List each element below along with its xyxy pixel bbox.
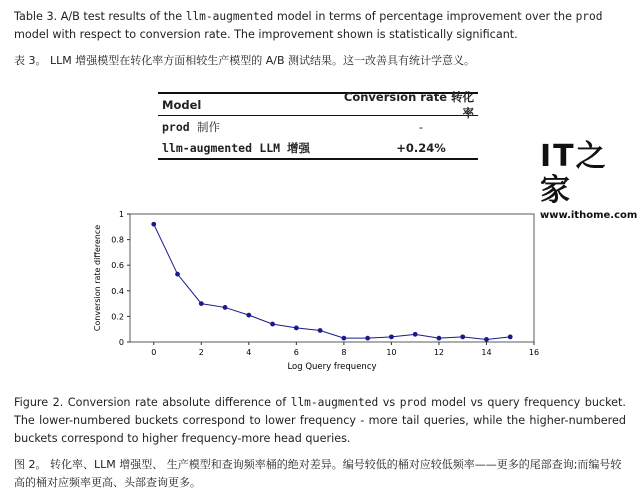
data-point xyxy=(294,326,299,331)
data-point xyxy=(175,272,180,277)
figure-caption-code-prod: prod xyxy=(399,396,427,409)
y-tick-label: 0.4 xyxy=(111,286,124,296)
results-table xyxy=(158,89,478,160)
figure-caption-text: Figure 2. Conversion rate absolute difference of xyxy=(14,396,291,409)
x-tick-label: 14 xyxy=(481,348,492,357)
conversion-rate-chart xyxy=(86,204,546,376)
data-point xyxy=(508,334,513,339)
table-header-row xyxy=(158,89,478,120)
data-point xyxy=(365,336,370,341)
y-tick-label: 0 xyxy=(118,338,124,347)
data-point xyxy=(413,332,418,337)
table-row xyxy=(158,116,478,137)
data-point xyxy=(199,301,204,306)
plot-frame xyxy=(130,214,534,342)
x-tick-label: 6 xyxy=(293,348,299,357)
data-point xyxy=(270,322,275,327)
y-tick-label: 0.2 xyxy=(111,312,124,322)
x-tick-label: 12 xyxy=(433,348,445,357)
x-tick-label: 8 xyxy=(341,348,347,357)
data-point xyxy=(151,222,156,227)
model-note: LLM 增强 xyxy=(259,140,311,155)
data-point xyxy=(318,328,323,333)
table-caption-chinese: 表 3。 LLM 增强模型在转化率方面相较生产模型的 A/B 测试结果。这一改善具有统计学意义。 xyxy=(14,54,476,67)
y-tick-label: 1 xyxy=(118,210,124,219)
x-axis-label: Log Query frequency xyxy=(287,362,377,372)
series-points xyxy=(151,222,512,342)
header-conversion-rate: Conversion rate 转化率 xyxy=(343,89,474,120)
table-caption-text-mid: model in terms of percentage improvement over the xyxy=(273,10,576,23)
axis-ticks xyxy=(111,210,539,357)
model-code: prod xyxy=(162,119,190,134)
figure-caption-code-llm: llm-augmented xyxy=(290,396,379,409)
logo-url: www.ithome.com xyxy=(540,210,638,221)
logo-mark: IT之家 xyxy=(540,139,608,208)
series-line xyxy=(154,224,510,339)
data-point xyxy=(460,334,465,339)
data-point xyxy=(484,337,489,342)
figure-caption-text-mid: vs xyxy=(378,396,400,409)
data-point xyxy=(437,336,442,341)
y-axis-label: Conversion rate difference xyxy=(93,224,102,332)
model-code: llm-augmented xyxy=(162,140,253,155)
table-caption-text: Table 3. A/B test results of the xyxy=(14,10,186,23)
figure-caption xyxy=(14,394,626,448)
data-point xyxy=(223,305,228,310)
x-tick-label: 2 xyxy=(198,348,204,357)
table-caption-text-end: model with respect to conversion rate. The improvement shown is statistically significant. xyxy=(14,28,518,41)
table-caption-code-prod: prod xyxy=(575,10,603,23)
x-tick-label: 4 xyxy=(246,348,252,357)
table-caption-code-llm: llm-augmented xyxy=(185,10,274,23)
x-tick-label: 10 xyxy=(386,348,397,357)
table-cell-model xyxy=(158,140,334,156)
table-row xyxy=(158,137,478,158)
table-cell-value: +0.24% xyxy=(396,140,446,155)
data-point xyxy=(246,313,251,318)
table-cell-model xyxy=(158,119,334,135)
data-point xyxy=(389,334,394,339)
figure-caption-chinese: 图 2。 转化率、LLM 增强型、 生产模型和查询频率桶的绝对差异。编号较低的桶对应较低频率——更多的尾部查询;而编号较高的桶对应频率更高、头部查询更多。 xyxy=(14,458,622,489)
y-tick-label: 0.8 xyxy=(111,235,124,245)
x-tick-label: 0 xyxy=(151,348,157,357)
y-tick-label: 0.6 xyxy=(111,261,124,271)
figure-caption-text-end: model vs query frequency bucket. The lower-numbered buckets correspond to lower frequency - more tail queries, while the higher-numbered buckets correspond to higher frequency-more head queries. xyxy=(14,396,626,445)
table-caption xyxy=(14,8,626,44)
data-point xyxy=(341,336,346,341)
table-cell-value: - xyxy=(418,119,424,134)
ithome-logo xyxy=(540,139,638,221)
x-tick-label: 16 xyxy=(528,348,540,357)
model-note: 制作 xyxy=(197,119,221,134)
table-bottom-rule xyxy=(158,158,478,160)
header-model: Model xyxy=(162,97,202,112)
